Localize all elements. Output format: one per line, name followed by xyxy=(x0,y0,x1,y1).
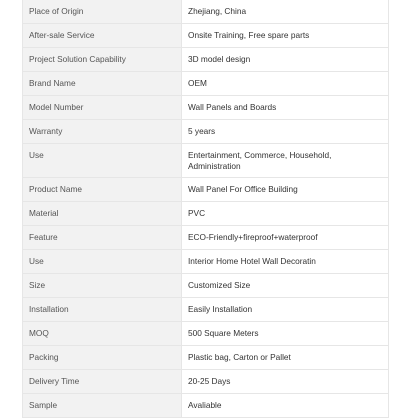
table-row xyxy=(23,178,389,202)
attribute-value: 20-25 Days xyxy=(182,370,389,394)
product-spec-table xyxy=(22,0,389,418)
attribute-value: Wall Panels and Boards xyxy=(182,96,389,120)
attribute-value: Avaliable xyxy=(182,394,389,418)
attribute-value: Plastic bag, Carton or Pallet xyxy=(182,346,389,370)
table-row xyxy=(23,274,389,298)
table-row xyxy=(23,298,389,322)
attribute-value: OEM xyxy=(182,72,389,96)
attribute-value: Entertainment, Commerce, Household, Administration xyxy=(182,144,389,178)
attribute-name: Packing xyxy=(23,346,182,370)
attribute-name: Feature xyxy=(23,226,182,250)
attribute-value: PVC xyxy=(182,202,389,226)
table-row xyxy=(23,202,389,226)
table-row xyxy=(23,370,389,394)
attribute-name: MOQ xyxy=(23,322,182,346)
attribute-name: Material xyxy=(23,202,182,226)
attribute-name: After-sale Service xyxy=(23,24,182,48)
table-row xyxy=(23,322,389,346)
attribute-name: Product Name xyxy=(23,178,182,202)
spec-table-body xyxy=(23,0,389,418)
table-row xyxy=(23,72,389,96)
table-row xyxy=(23,48,389,72)
attribute-name: Sample xyxy=(23,394,182,418)
attribute-value: ECO-Friendly+fireproof+waterproof xyxy=(182,226,389,250)
attribute-name: Size xyxy=(23,274,182,298)
table-row xyxy=(23,394,389,418)
table-row xyxy=(23,144,389,178)
table-row xyxy=(23,226,389,250)
table-row xyxy=(23,250,389,274)
attribute-value: Wall Panel For Office Building xyxy=(182,178,389,202)
attribute-name: Use xyxy=(23,250,182,274)
attribute-name: Brand Name xyxy=(23,72,182,96)
table-row xyxy=(23,24,389,48)
attribute-value: Onsite Training, Free spare parts xyxy=(182,24,389,48)
table-row xyxy=(23,120,389,144)
attribute-name: Project Solution Capability xyxy=(23,48,182,72)
attribute-name: Use xyxy=(23,144,182,178)
attribute-value: Easily Installation xyxy=(182,298,389,322)
table-row xyxy=(23,346,389,370)
table-row xyxy=(23,96,389,120)
attribute-name: Installation xyxy=(23,298,182,322)
attribute-value: Interior Home Hotel Wall Decoratin xyxy=(182,250,389,274)
attribute-name: Delivery Time xyxy=(23,370,182,394)
attribute-name: Model Number xyxy=(23,96,182,120)
attribute-name: Place of Origin xyxy=(23,0,182,24)
table-row xyxy=(23,0,389,24)
attribute-value: Zhejiang, China xyxy=(182,0,389,24)
attribute-value: Customized Size xyxy=(182,274,389,298)
attribute-name: Warranty xyxy=(23,120,182,144)
attribute-value: 5 years xyxy=(182,120,389,144)
attribute-value: 3D model design xyxy=(182,48,389,72)
attribute-value: 500 Square Meters xyxy=(182,322,389,346)
